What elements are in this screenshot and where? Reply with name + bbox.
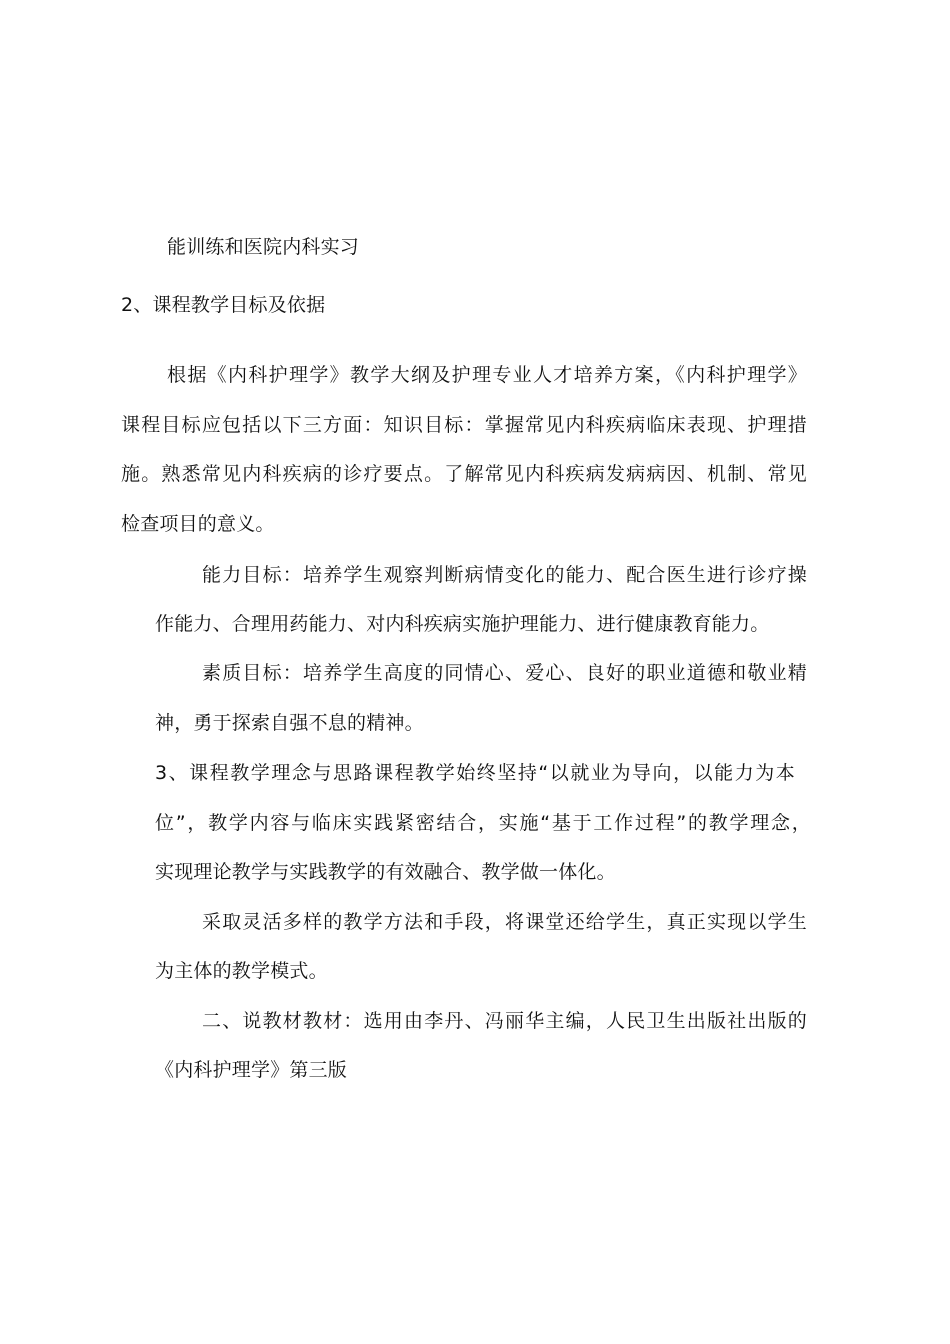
text-line: 神，勇于探索自强不息的精神。: [155, 712, 424, 734]
text-line: 《内科护理学》第三版: [155, 1059, 348, 1081]
section-heading: 2、课程教学目标及依据: [121, 294, 326, 316]
text-line: 作能力、合理用药能力、对内科疾病实施护理能力、进行健康教育能力。: [155, 613, 770, 635]
text-line: 施。熟悉常见内科疾病的诊疗要点。了解常见内科疾病发病病因、机制、常见: [121, 463, 807, 485]
text-line: 课程目标应包括以下三方面：知识目标：掌握常见内科疾病临床表现、护理措: [121, 414, 807, 436]
section-heading: 二、说教材教材：选用由李丹、冯丽华主编，人民卫生出版社出版的: [202, 1010, 807, 1032]
text-line: 素质目标：培养学生高度的同情心、爱心、良好的职业道德和敬业精: [202, 662, 807, 684]
text-line: 能力目标：培养学生观察判断病情变化的能力、配合医生进行诊疗操: [202, 564, 807, 586]
text-line: 实现理论教学与实践教学的有效融合、教学做一体化。: [155, 861, 616, 883]
text-line: 根据《内科护理学》教学大纲及护理专业人才培养方案，《内科护理学》: [167, 364, 807, 386]
text-line: 能训练和医院内科实习: [167, 236, 360, 258]
text-line: 检查项目的意义。: [121, 513, 275, 535]
text-line: 为主体的教学模式。: [155, 960, 328, 982]
text-line: 位”，教学内容与临床实践紧密结合，实施“基于工作过程”的教学理念，: [155, 812, 811, 834]
section-heading: 3、课程教学理念与思路课程教学始终坚持“以就业为导向，以能力为本: [155, 762, 795, 784]
text-line: 采取灵活多样的教学方法和手段，将课堂还给学生，真正实现以学生: [202, 911, 807, 933]
